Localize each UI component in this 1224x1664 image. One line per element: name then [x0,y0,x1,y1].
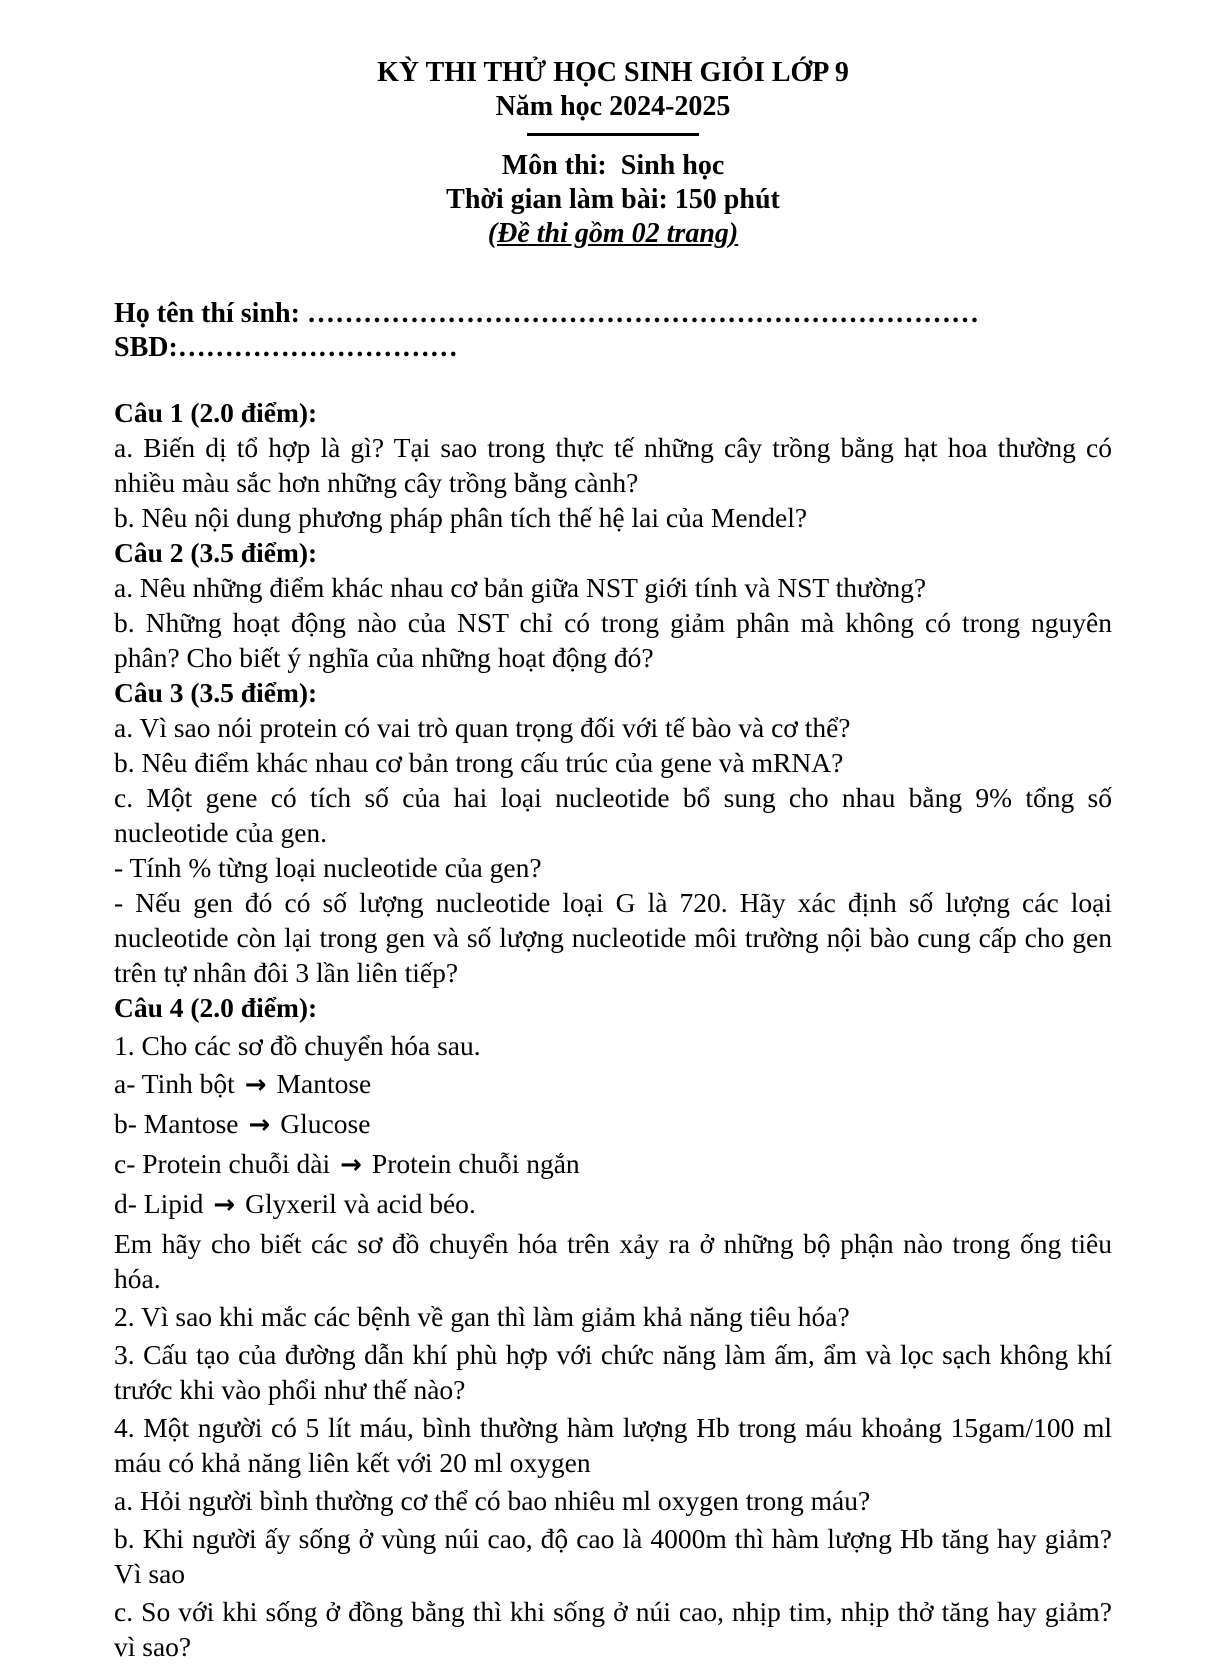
sbd-dots: ………………………… [177,332,458,363]
exam-header [114,56,1112,251]
exam-title: KỲ THI THỬ HỌC SINH GIỎI LỚP 9 [377,57,849,88]
question-4-3-text: 3. Cấu tạo của đường dẫn khí phù hợp với chức năng làm ấm, ẩm và lọc sạch không khí trước khi vào phổi như thế nào? [114,1339,1112,1405]
question-3a-text: a. Vì sao nói protein có vai trò quan trọng đối với tế bào và cơ thể? [114,712,851,743]
question-3c-sub2-text: - Nếu gen đó có số lượng nucleotide loại G là 720. Hãy xác định số lượng các loại nucleotide còn lại trong gen và số lượng nucleotide môi trường nội bào cung cấp cho gen trên tự nhân đôi 3 lần liên tiếp? [114,887,1112,988]
question-2a-text: a. Nêu những điểm khác nhau cơ bản giữa NST giới tính và NST thường? [114,572,927,603]
pages-note: (Đề thi gồm 02 trang) [487,218,739,249]
question-3c-sub1-text: - Tính % từng loại nucleotide của gen? [114,852,542,883]
scheme-c-product: Protein chuỗi ngắn [371,1148,580,1179]
question-4-1-text: 1. Cho các sơ đồ chuyển hóa sau. [114,1030,481,1061]
scheme-d-source: d- Lipid [114,1188,204,1219]
scheme-d-product: Glyxeril và acid béo. [245,1188,476,1219]
right-arrow-icon: → [213,1190,236,1220]
duration-line: Thời gian làm bài: 150 phút [446,184,780,215]
candidate-name-dots: ……………………………………………………………… [306,298,979,329]
question-4-4a-text: a. Hỏi người bình thường cơ thể có bao nhiêu ml oxygen trong máu? [114,1485,871,1516]
scheme-b-product: Glucose [280,1108,371,1139]
question-2-heading: Câu 2 (3.5 điểm): [114,537,318,568]
header-divider [527,133,699,136]
candidate-name-label: Họ tên thí sinh: [114,298,307,329]
questions-section [114,395,1112,1664]
scheme-line-b [114,1106,1112,1143]
right-arrow-icon: → [340,1150,362,1180]
question-3c-text: c. Một gene có tích số của hai loại nucleotide bổ sung cho nhau bằng 9% tổng số nucleotide của gen. [114,782,1112,848]
question-3-heading: Câu 3 (3.5 điểm): [114,677,318,708]
sbd-label: SBD: [114,332,178,363]
question-4-4b-text: b. Khi người ấy sống ở vùng núi cao, độ cao là 4000m thì hàm lượng Hb tăng hay giảm? Vì sao [114,1523,1112,1589]
question-1a-text: a. Biến dị tổ hợp là gì? Tại sao trong thực tế những cây trồng bằng hạt hoa thường có nhiều màu sắc hơn những cây trồng bằng cành? [114,432,1112,498]
question-4-1-note-text: Em hãy cho biết các sơ đồ chuyển hóa trên xảy ra ở những bộ phận nào trong ống tiêu hóa. [114,1228,1112,1294]
subject-line: Môn thi: Sinh học [501,150,725,181]
scheme-a-source: a- Tinh bột [114,1068,235,1099]
scheme-line-c [114,1146,1112,1183]
scheme-a-product: Mantose [276,1068,372,1099]
question-3b-text: b. Nêu điểm khác nhau cơ bản trong cấu trúc của gene và mRNA? [114,747,844,778]
right-arrow-icon: → [248,1110,271,1140]
question-4-4c-text: c. So với khi sống ở đồng bằng thì khi sống ở núi cao, nhịp tim, nhịp thở tăng hay giảm? vì sao? [114,1596,1112,1662]
question-4-heading: Câu 4 (2.0 điểm): [114,992,318,1023]
question-4-4-text: 4. Một người có 5 lít máu, bình thường hàm lượng Hb trong máu khoảng 15gam/100 ml máu có khả năng liên kết với 20 ml oxygen [114,1412,1112,1478]
scheme-line-d [114,1186,1112,1223]
question-2b-text: b. Những hoạt động nào của NST chỉ có trong giảm phân mà không có trong nguyên phân? Cho biết ý nghĩa của những hoạt động đó? [114,607,1112,673]
scheme-c-source: c- Protein chuỗi dài [114,1148,331,1179]
question-1-heading: Câu 1 (2.0 điểm): [114,397,318,428]
academic-year: Năm học 2024-2025 [495,91,731,122]
scheme-b-source: b- Mantose [114,1108,239,1139]
candidate-info-line [114,297,1112,365]
question-1b-text: b. Nêu nội dung phương pháp phân tích thế hệ lai của Mendel? [114,502,808,533]
right-arrow-icon: → [244,1070,267,1100]
scheme-line-a [114,1066,1112,1103]
question-4-2-text: 2. Vì sao khi mắc các bệnh về gan thì làm giảm khả năng tiêu hóa? [114,1301,850,1332]
